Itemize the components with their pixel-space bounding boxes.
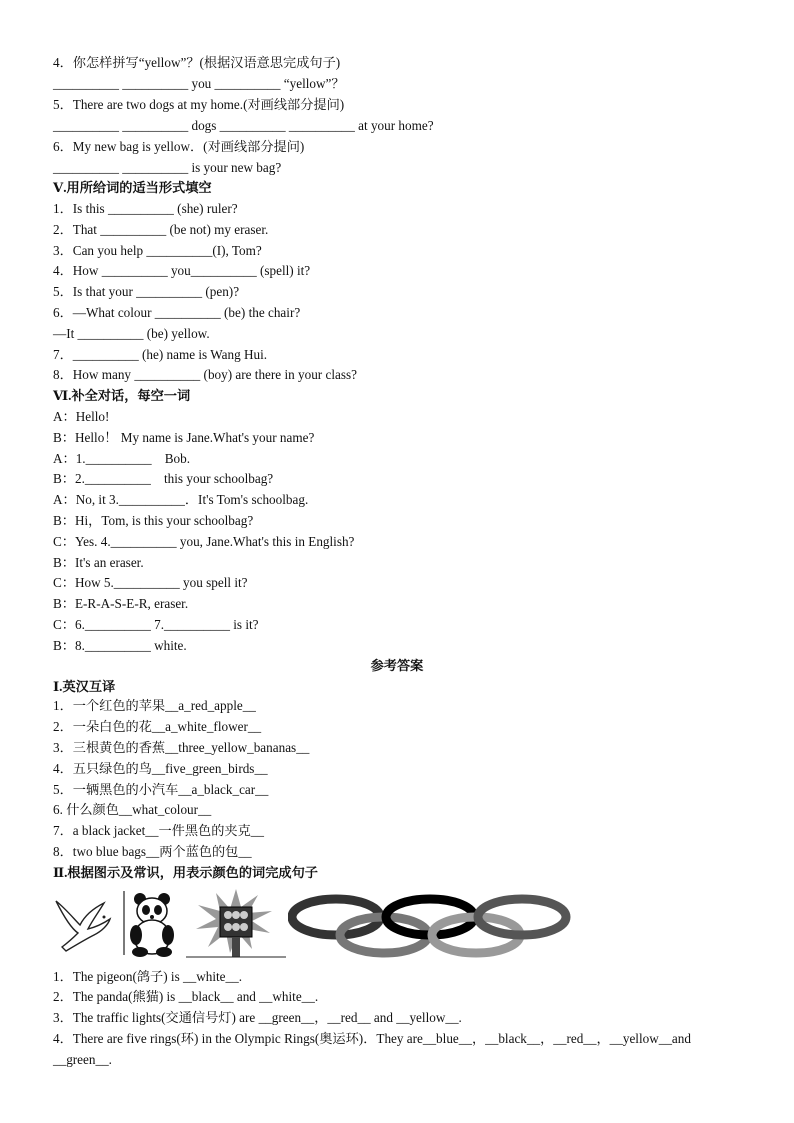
answer-line: 6. 什么颜色__what_colour__ <box>53 802 212 817</box>
dialog-line: B：2.__________ this your schoolbag? <box>53 471 274 486</box>
traffic-light-image <box>186 889 286 959</box>
question-line: 5．Is that your __________ (pen)? <box>53 284 240 299</box>
answer-line: 4．There are five rings(环) in the Olympic Rings(奥运环)．They are__blue__，__black__，__red__，__yellow__and <box>53 1031 691 1046</box>
question-line: 3．Can you help __________(I), Tom? <box>53 243 262 258</box>
section-heading: Ⅰ.英汉互译 <box>53 679 116 694</box>
question-line: __________ __________ is your new bag? <box>53 160 282 175</box>
question-line: 6．My new bag is yellow．(对画线部分提问) <box>53 139 305 154</box>
question-line: 7．__________ (he) name is Wang Hui. <box>53 347 268 362</box>
olympic-rings-image <box>288 889 572 959</box>
section-heading: Ⅱ.根据图示及常识，用表示颜色的词完成句子 <box>53 865 318 880</box>
answer-line: 1．The pigeon(鸽子) is __white__. <box>53 969 242 984</box>
answer-line: 5．一辆黑色的小汽车__a_black_car__ <box>53 782 269 797</box>
question-line: 1．Is this __________ (she) ruler? <box>53 201 238 216</box>
dialog-line: C：How 5.__________ you spell it? <box>53 575 248 590</box>
answer-line: 1．一个红色的苹果__a_red_apple__ <box>53 698 256 713</box>
answer-line: 2．The panda(熊猫) is __black__ and __white__. <box>53 989 319 1004</box>
dialog-line: B：Hi，Tom, is this your schoolbag? <box>53 513 254 528</box>
dialog-line: A：No, it 3.__________．It's Tom's schoolbag. <box>53 492 309 507</box>
panda-image <box>122 889 182 959</box>
question-line: 6．—What colour __________ (be) the chair? <box>53 305 301 320</box>
answer-line: 3．三根黄色的香蕉__three_yellow_bananas__ <box>53 740 310 755</box>
dialog-line: A：1.__________ Bob. <box>53 451 191 466</box>
illustration-strip <box>52 889 572 959</box>
dialog-line: B：It's an eraser. <box>53 555 144 570</box>
section-heading: Ⅵ.补全对话，每空一词 <box>53 388 191 403</box>
dialog-line: C：6.__________ 7.__________ is it? <box>53 617 259 632</box>
question-line: 4．你怎样拼写“yellow”？(根据汉语意思完成句子) <box>53 55 341 70</box>
question-line: —It __________ (be) yellow. <box>53 326 210 341</box>
question-line: __________ __________ you __________ “yellow”？ <box>53 76 345 91</box>
answer-line: 2．一朵白色的花__a_white_flower__ <box>53 719 262 734</box>
answer-line: __green__. <box>53 1052 112 1067</box>
question-line: 2．That __________ (be not) my eraser. <box>53 222 269 237</box>
question-line: 4．How __________ you__________ (spell) it? <box>53 263 311 278</box>
answer-line: 3．The traffic lights(交通信号灯) are __green__，__red__ and __yellow__. <box>53 1010 462 1025</box>
question-line: __________ __________ dogs __________ __________ at your home? <box>53 118 434 133</box>
pigeon-image <box>52 889 122 959</box>
dialog-line: B：E-R-A-S-E-R, eraser. <box>53 596 189 611</box>
question-line: 5．There are two dogs at my home.(对画线部分提问) <box>53 97 345 112</box>
section-heading: Ⅴ.用所给词的适当形式填空 <box>53 180 212 195</box>
dialog-line: C：Yes. 4.__________ you, Jane.What's this in English? <box>53 534 355 549</box>
dialog-line: B：Hello！ My name is Jane.What's your name? <box>53 430 315 445</box>
answer-line: 7．a black jacket__一件黑色的夹克__ <box>53 823 264 838</box>
answer-line: 8．two blue bags__两个蓝色的包__ <box>53 844 252 859</box>
dialog-line: A：Hello! <box>53 409 110 424</box>
dialog-line: B：8.__________ white. <box>53 638 187 653</box>
question-line: 8．How many __________ (boy) are there in your class? <box>53 367 357 382</box>
answer-key-title: 参考答案 <box>370 658 424 673</box>
answer-line: 4．五只绿色的鸟__five_green_birds__ <box>53 761 268 776</box>
